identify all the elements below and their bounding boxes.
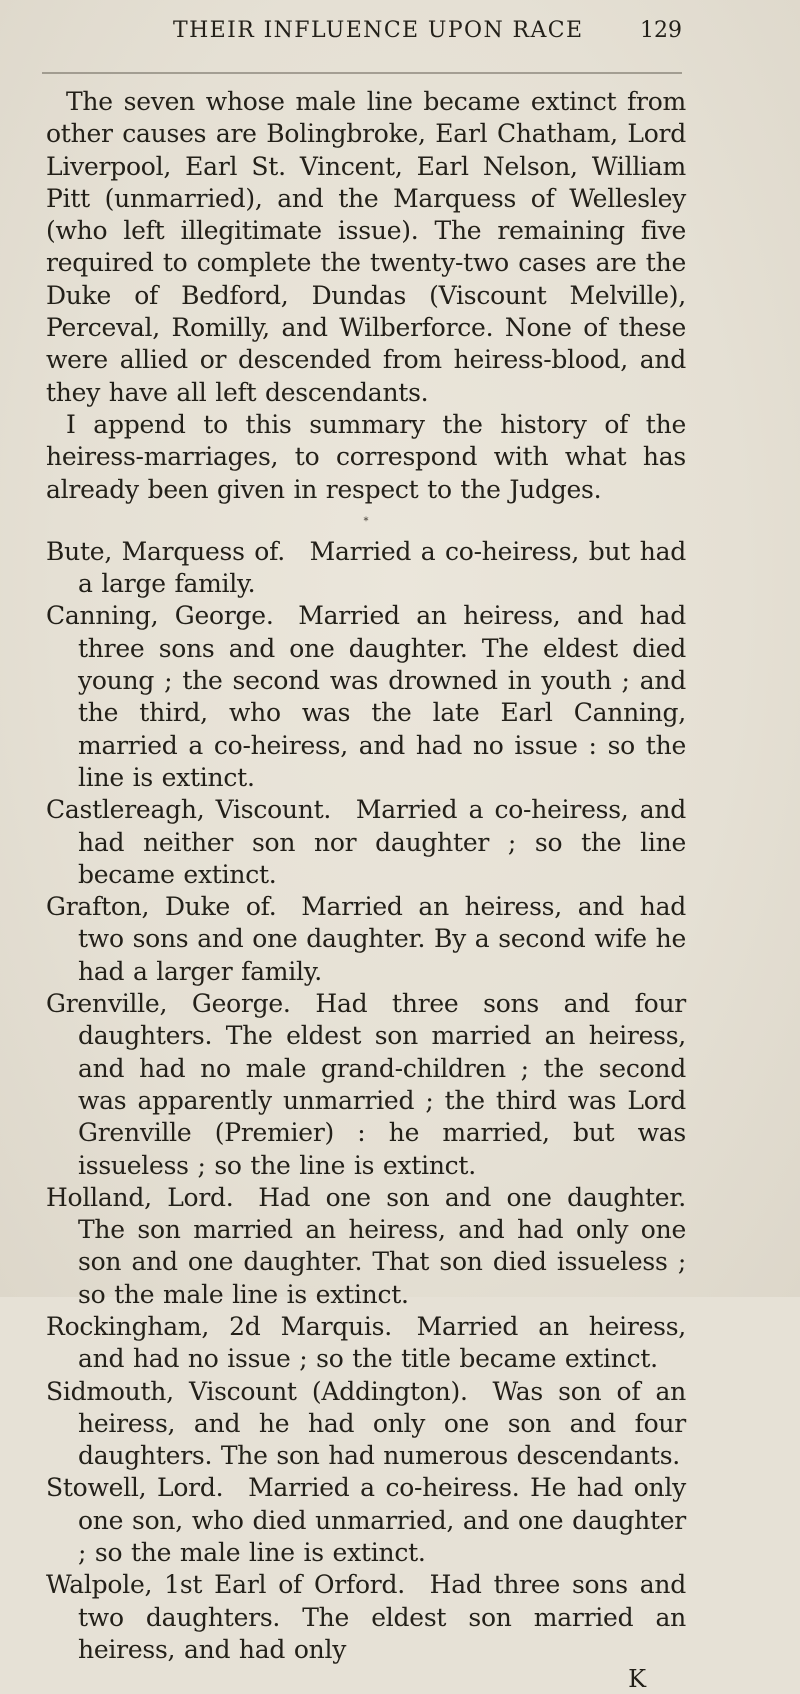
entry [46, 600, 686, 794]
paragraph: The seven whose male line became extinct from other causes are Bolingbroke, Earl Chatham, Lord Liverpool, Earl St. Vincent, Earl Nelson, William Pitt (unmarried), and the Marquess of Wellesley (who left illegitimate issue). The remaining five required to complete the twenty-two cases are the Duke of Bedford, Dundas (Viscount Melville), Perceval, Romilly, and Wilberforce. None of these were allied or descended from heiress-blood, and they have all left descendants. [46, 87, 686, 407]
entry [46, 891, 686, 988]
entry-name: Grafton, Duke of. [46, 892, 277, 922]
entry-text: Had three sons and four daughters. The eldest son married an heiress, and had no male grand-children ; the second was apparently unmarried ; the third was Lord Grenville (Premier) : he married, but was issueless ; so the line is extinct. [78, 989, 686, 1180]
running-title: THEIR INFLUENCE UPON RACE [173, 18, 584, 43]
section-separator: * [363, 515, 369, 527]
entry-text: Had three sons and two daughters. The eldest son married an heiress, and had only [78, 1570, 687, 1664]
entry [46, 988, 686, 1182]
entry [46, 794, 686, 891]
signature-mark: K [628, 1665, 646, 1694]
entry-name: Bute, Marquess of. [46, 536, 285, 566]
entry-text: Married a co-heiress. He had only one son, who died unmarried, and one daughter ; so the male line is extinct. [78, 1473, 686, 1568]
entry-text: Married an heiress, and had two sons and one daughter. By a second wife he had a larger family. [78, 892, 686, 986]
paragraph: I append to this summary the history of the heiress-marriages, to correspond with what has already been given in respect to the Judges. [46, 409, 686, 504]
entry-name: Canning, George. [46, 601, 274, 631]
entry-name: Sidmouth, Viscount (Addington). [46, 1376, 468, 1406]
entry [46, 536, 686, 601]
entry-name: Walpole, 1st Earl of Orford. [46, 1570, 405, 1600]
page-number: 129 [640, 18, 682, 43]
entry-text: Married a co-heiress, but had a large family. [78, 536, 686, 599]
entry-name: Castlereagh, Viscount. [46, 795, 332, 825]
entry-name: Grenville, George. [46, 989, 291, 1019]
entry [46, 1569, 686, 1666]
entry-text: Had one son and one daughter. The son married an heiress, and had only one son and one daughter. That son died issueless ; so the male line is extinct. [78, 1182, 686, 1309]
entry [46, 1311, 686, 1376]
running-head [40, 14, 680, 54]
entry [46, 1182, 686, 1311]
entry [46, 1376, 686, 1473]
page-body [46, 86, 686, 1694]
entry-text: Married an heiress, and had no issue ; so the title became extinct. [78, 1311, 687, 1374]
entry-name: Stowell, Lord. [46, 1473, 224, 1503]
entry-name: Holland, Lord. [46, 1182, 234, 1212]
entry-name: Rockingham, 2d Marquis. [46, 1311, 392, 1341]
entry [46, 1472, 686, 1569]
entry-text: Was son of an heiress, and he had only one son and four daughters. The son had numerous descendants. [78, 1376, 687, 1471]
entry-text: Married an heiress, and had three sons and one daughter. The eldest died young ; the second was drowned in youth ; and the third, who was the late Earl Canning, married a co-heiress, and had no issue : so the line is extinct. [78, 601, 686, 792]
entry-text: Married a co-heiress, and had neither son nor daughter ; so the line became extinct. [78, 795, 686, 889]
header-rule [42, 72, 682, 74]
